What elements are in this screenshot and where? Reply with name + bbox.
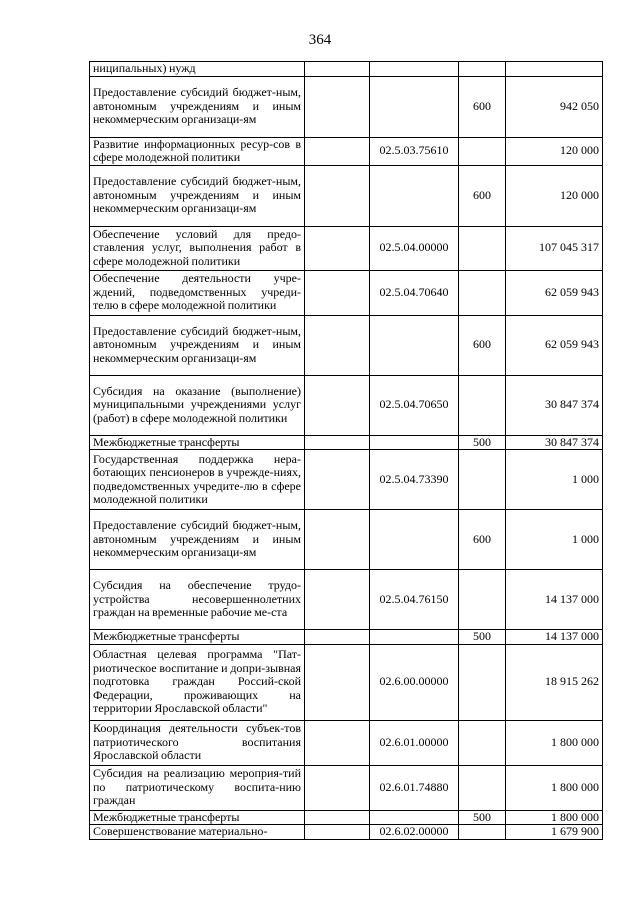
target-code-cell <box>370 76 459 137</box>
empty-cell <box>305 825 370 840</box>
budget-table-body <box>90 62 603 840</box>
table-row <box>90 62 603 77</box>
item-name-cell <box>90 644 305 720</box>
expense-type-cell: 600 <box>459 165 506 226</box>
item-name-text: Предоставление субсидий бюджет-ным, автономным учреждениям и иным некоммерческим организаци-ям <box>93 85 301 127</box>
table-row <box>90 644 603 720</box>
amount-cell: 1 000 <box>506 450 603 510</box>
target-code-cell: 02.5.03.75610 <box>370 137 459 165</box>
item-name-cell <box>90 450 305 510</box>
target-code-cell <box>370 435 459 450</box>
amount-cell: 62 059 943 <box>506 270 603 315</box>
target-code-cell <box>370 630 459 645</box>
table-row <box>90 435 603 450</box>
target-code-cell: 02.6.01.00000 <box>370 720 459 765</box>
table-row <box>90 510 603 570</box>
table-row <box>90 315 603 375</box>
empty-cell <box>305 165 370 226</box>
item-name-cell <box>90 765 305 810</box>
item-name-text: ниципальных) нужд <box>93 61 196 75</box>
target-code-cell: 02.5.04.00000 <box>370 226 459 270</box>
item-name-text: Межбюджетные трансферты <box>93 810 240 824</box>
item-name-cell <box>90 435 305 450</box>
amount-cell: 1 800 000 <box>506 765 603 810</box>
table-row <box>90 765 603 810</box>
item-name-text: Межбюджетные трансферты <box>93 629 240 643</box>
table-row <box>90 226 603 270</box>
expense-type-cell <box>459 226 506 270</box>
table-row <box>90 137 603 165</box>
expense-type-cell: 500 <box>459 630 506 645</box>
item-name-cell <box>90 825 305 840</box>
expense-type-cell: 500 <box>459 810 506 825</box>
amount-cell: 107 045 317 <box>506 226 603 270</box>
amount-cell: 30 847 374 <box>506 375 603 435</box>
empty-cell <box>305 62 370 77</box>
expense-type-cell <box>459 644 506 720</box>
item-name-cell <box>90 630 305 645</box>
amount-cell: 30 847 374 <box>506 435 603 450</box>
empty-cell <box>305 765 370 810</box>
empty-cell <box>305 315 370 375</box>
item-name-cell <box>90 375 305 435</box>
item-name-text: Координация деятельности субъек-тов патриотического воспитания Ярославской области <box>93 721 301 763</box>
empty-cell <box>305 375 370 435</box>
amount-cell: 18 915 262 <box>506 644 603 720</box>
expense-type-cell <box>459 765 506 810</box>
item-name-text: Обеспечение деятельности учре-ждений, подведомственных учреди-телю в сфере молодежной политики <box>93 271 301 313</box>
expense-type-cell <box>459 270 506 315</box>
item-name-text: Субсидия на реализацию мероприя-тий по патриотическому воспита-нию граждан <box>93 766 301 808</box>
expense-type-cell <box>459 375 506 435</box>
item-name-text: Государственная поддержка нера-ботающих пенсионеров в учрежде-ниях, подведомственных учредите-лю в сфере молодежной политики <box>93 451 301 506</box>
item-name-cell <box>90 62 305 77</box>
item-name-cell <box>90 315 305 375</box>
amount-cell: 120 000 <box>506 165 603 226</box>
target-code-cell <box>370 165 459 226</box>
amount-cell: 14 137 000 <box>506 630 603 645</box>
table-row <box>90 270 603 315</box>
target-code-cell: 02.6.00.00000 <box>370 644 459 720</box>
target-code-cell: 02.5.04.70650 <box>370 375 459 435</box>
target-code-cell: 02.5.04.73390 <box>370 450 459 510</box>
target-code-cell <box>370 62 459 77</box>
expense-type-cell: 600 <box>459 76 506 137</box>
item-name-cell <box>90 270 305 315</box>
item-name-cell <box>90 720 305 765</box>
target-code-cell: 02.6.02.00000 <box>370 825 459 840</box>
expense-type-cell <box>459 570 506 630</box>
amount-cell <box>506 62 603 77</box>
empty-cell <box>305 137 370 165</box>
empty-cell <box>305 570 370 630</box>
empty-cell <box>305 76 370 137</box>
page-number: 364 <box>308 32 332 48</box>
item-name-text: Субсидия на обеспечение трудо-устройства несовершеннолетних граждан на временные рабочие ме-ста <box>93 578 301 620</box>
amount-cell: 1 679 900 <box>506 825 603 840</box>
item-name-text: Обеспечение условий для предо-ставления услуг, выполнения работ в сфере молодежной политики <box>93 226 301 268</box>
target-code-cell <box>370 510 459 570</box>
item-name-text: Предоставление субсидий бюджет-ным, автономным учреждениям и иным некоммерческим организаци-ям <box>93 174 301 216</box>
expense-type-cell <box>459 137 506 165</box>
amount-cell: 120 000 <box>506 137 603 165</box>
empty-cell <box>305 510 370 570</box>
empty-cell <box>305 270 370 315</box>
empty-cell <box>305 810 370 825</box>
expense-type-cell: 600 <box>459 315 506 375</box>
item-name-text: Предоставление субсидий бюджет-ным, автономным учреждениям и иным некоммерческим организаци-ям <box>93 518 301 560</box>
amount-cell: 1 800 000 <box>506 720 603 765</box>
expense-type-cell <box>459 62 506 77</box>
target-code-cell: 02.6.01.74880 <box>370 765 459 810</box>
table-row <box>90 450 603 510</box>
item-name-text: Совершенствование материально- <box>93 824 268 838</box>
item-name-text: Предоставление субсидий бюджет-ным, автономным учреждениям и иным некоммерческим организаци-ям <box>93 323 301 365</box>
budget-table <box>89 61 603 840</box>
target-code-cell <box>370 315 459 375</box>
empty-cell <box>305 720 370 765</box>
item-name-cell <box>90 165 305 226</box>
empty-cell <box>305 450 370 510</box>
expense-type-cell: 600 <box>459 510 506 570</box>
table-row <box>90 375 603 435</box>
amount-cell: 1 000 <box>506 510 603 570</box>
item-name-cell <box>90 76 305 137</box>
amount-cell: 1 800 000 <box>506 810 603 825</box>
item-name-text: Развитие информационных ресур-сов в сфере молодежной политики <box>93 137 301 164</box>
expense-type-cell <box>459 720 506 765</box>
item-name-cell <box>90 137 305 165</box>
table-row <box>90 720 603 765</box>
expense-type-cell <box>459 450 506 510</box>
target-code-cell: 02.5.04.70640 <box>370 270 459 315</box>
target-code-cell: 02.5.04.76150 <box>370 570 459 630</box>
empty-cell <box>305 435 370 450</box>
table-row <box>90 810 603 825</box>
expense-type-cell: 500 <box>459 435 506 450</box>
item-name-text: Межбюджетные трансферты <box>93 435 240 449</box>
empty-cell <box>305 630 370 645</box>
amount-cell: 14 137 000 <box>506 570 603 630</box>
empty-cell <box>305 226 370 270</box>
item-name-cell <box>90 226 305 270</box>
table-row <box>90 570 603 630</box>
table-row <box>90 165 603 226</box>
item-name-text: Областная целевая программа "Пат-риотическое воспитание и допри-зывная подготовка граждан Россий-ской Федерации, проживающих на территории Ярославской области" <box>93 647 301 716</box>
table-row <box>90 76 603 137</box>
expense-type-cell <box>459 825 506 840</box>
item-name-cell <box>90 810 305 825</box>
item-name-cell <box>90 510 305 570</box>
empty-cell <box>305 644 370 720</box>
target-code-cell <box>370 810 459 825</box>
table-row <box>90 825 603 840</box>
amount-cell: 62 059 943 <box>506 315 603 375</box>
item-name-text: Субсидия на оказание (выполнение) муниципальными учреждениями услуг (работ) в сфере молодежной политики <box>93 383 301 425</box>
table-row <box>90 630 603 645</box>
amount-cell: 942 050 <box>506 76 603 137</box>
item-name-cell <box>90 570 305 630</box>
